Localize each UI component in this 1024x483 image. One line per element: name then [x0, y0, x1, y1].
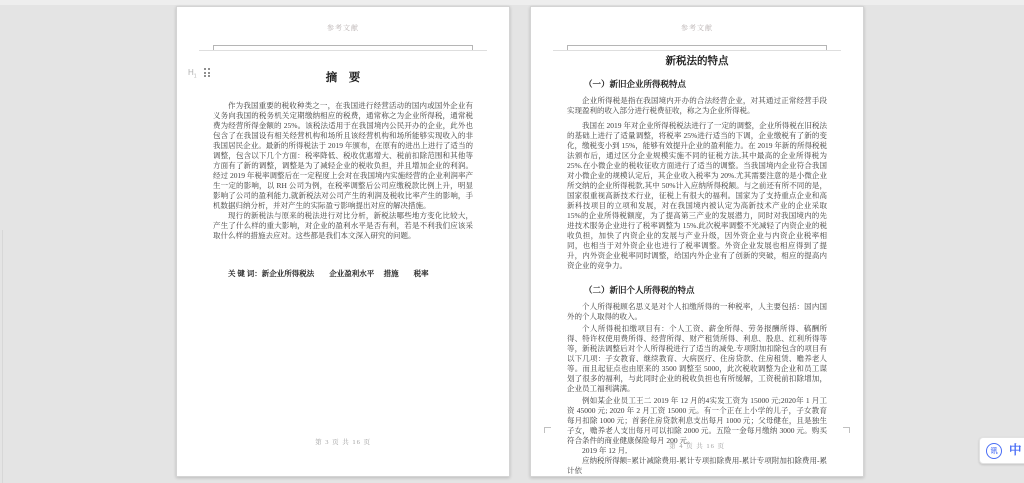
page-content-left — [177, 7, 509, 279]
heading-level-icon[interactable] — [188, 68, 197, 80]
section1-paragraph-1: 企业所得税是指在我国境内开办的合法经营企业，对其通过正常经营手段实现盈利的收入部分进行税费征收，称之为企业所得税。 — [567, 96, 827, 115]
text-boundary-mark-left — [544, 427, 551, 433]
section2-date-line: 2019 年 12 月, — [582, 446, 627, 455]
section1-paragraph-2: 我国在 2019 年对企业所得税税法进行了一定的调整，企业所得税在旧税法的基础上进行了适量调整，将税率 25%进行适当的下调，企业缴税有了新的变化，缴税变小到 15%，能够有效提升企业的盈利能力。在 2019 年新的所得税税法颁布后，通过区分企业规模实施不同的征税方法,其中最高的企业所得税为 25%.在小微企业的税收征收方面进行了适当的调整。当我国境内企业符合我国对小微企业的规模认定后，其企业收入税率为 20%.尤其需要注意的是小微企业所交纳的企业所得税款,其中 50%计入应纳所得税额。与之前还有所不同的是，国家很重视高新技术行业，征税上有很大的福利。国家为了支持重点企业和高新科技项目的立项和发展，对在我国境内被认定为高新技术产业的企业采取 15%的企业所得税额度，为了提高第三产业的发展潜力，同时对我国境内的先进技术服务企业进行了税率调整为 15%.此次税率调整不光减轻了内资企业的税收负担，加快了内资企业的发展与产业升级，因外资企业与内资企业税率相同，也相当于对外资企业也进行了税率调整。外资企业发展也相应得到了提升，内外资企业税率同时调整，给国内外企业有了创新的突破，相应的提高内资企业的竞争力。 — [567, 121, 827, 270]
page-number-left: 第 3 页 共 16 页 — [315, 439, 371, 446]
ime-toolbar — [979, 437, 1024, 464]
section2-formula-line: 应纳税所得额=累计减除费用-累计专项扣除费用-累计专项附加扣除费用-累计依 — [567, 456, 827, 475]
section-heading-1: （一）新旧企业所得税特点 — [584, 79, 687, 89]
panel-divider-line — [2, 230, 3, 483]
ime-logo-icon[interactable] — [986, 443, 1002, 459]
page-content-right — [531, 7, 863, 476]
document-page-left[interactable] — [176, 6, 510, 477]
keywords-label: 关 键 词： — [228, 269, 262, 278]
text-boundary-mark-right — [843, 427, 850, 433]
document-page-right[interactable] — [530, 6, 864, 477]
window-top-strip — [0, 0, 1024, 5]
heading-marker-glyph: H — [188, 68, 194, 77]
ime-chinese-mode-button[interactable]: 中 — [1009, 443, 1022, 458]
section2-paragraph-2: 个人所得税扣缴项目有：个人工资、薪金所得、劳务报酬所得、稿酬所得、特许权使用费所得、经营所得、财产租赁所得、利息、股息、红利所得等等，新税法调整后对个人所得税进行了适当的减免.专项附加扣除包含的项目有以下几项：子女教育、继续教育、大病医疗、住房贷款、住房租赁、赡养老人等。而且起征点也由原来的 3500 调整至 5000，此次税收调整为企业和员工谋划了很多的福利，与此同时企业的税收负担也有所缓解，工资税前扣除增加，企业员工福利满满。 — [567, 324, 827, 393]
section2-paragraph-3: 例如某企业员工王二 2019 年 12 月的4实发工资为 15000 元;2020年 1 月工资 45000 元; 2020 年 2 月工资 15000 元。有一个正在上小学的儿子，子女教育每月扣除 1000 元；首套住房贷款利息支出每月 1000 元；父母健在，且是独生子女，赡养老人支出每月可以扣除 2000 元。五险一金每月缴纳 3000 元。购买符合条件的商业健康保险每月 200 元。 — [567, 396, 827, 445]
keywords-line — [213, 269, 473, 279]
keywords-values: 新企业所得税法 企业盈利水平 措施 税率 — [261, 269, 429, 278]
header-running-title: 参考文献 — [681, 24, 713, 32]
section-heading-2: （二）新旧个人所得税的特点 — [584, 285, 695, 295]
abstract-title: 摘 要 — [325, 72, 361, 84]
section2-paragraph-1: 个人所得税顾名思义是对个人扣缴所得的一种税率，人主要包括：国内国外的个人取得的收入。 — [567, 302, 827, 321]
drag-handle-icon[interactable] — [204, 68, 210, 77]
chapter-title: 新税法的特点 — [665, 56, 729, 67]
header-running-title: 参考文献 — [327, 24, 359, 32]
abstract-paragraph-1: 作为我国重要的税收种类之一，在我国进行经营活动的国内或国外企业有义务向我国的税务机关定期缴纳相应的税费，通常称之为企业所得税，通常税费为经营所得金额的 25%。该税法适用于在我国境内公民开办的企业，此外也包含了在我国设有相关经营机构和场所且该经营机构和场所能够实现收入的非我国居民企业。最新的所得税法于 2019 年颁布，在原有的进出上进行了适当的调整，包含以下几个方面：税率降低、税收优惠增大、税前扣除范围和其他等方面有了新的调整，调整是为了减轻企业的税收负担，并且增加企业的利润。经过 2019 年税率调整后在一定程度上会对在我国境内实施经营的企业利润率产生一定的影响，以 RH 公司为例，在税率调整后公司应缴税款比例上升，明显影响了公司的盈利能力,就新税法对公司产生的利润及税收比率产生的影响，手机数据归纳分析，并对产生的实际盈亏影响提出对应的解决措施。 — [213, 101, 473, 210]
ime-logo-glyph: 讯 — [990, 447, 998, 455]
page-number-right: 第 4 页 共 16 页 — [669, 443, 725, 450]
heading-marker-level: 1 — [193, 73, 197, 80]
abstract-paragraph-2: 现行的新税法与原来的税法进行对比分析，新税法哪些地方变化比较大，产生了什么样的重大影响，对企业的盈利水平是否有利，若是不利我们应该采取什么样的措施去应对。这些都是我们本文深入研究的问题。 — [213, 211, 473, 240]
